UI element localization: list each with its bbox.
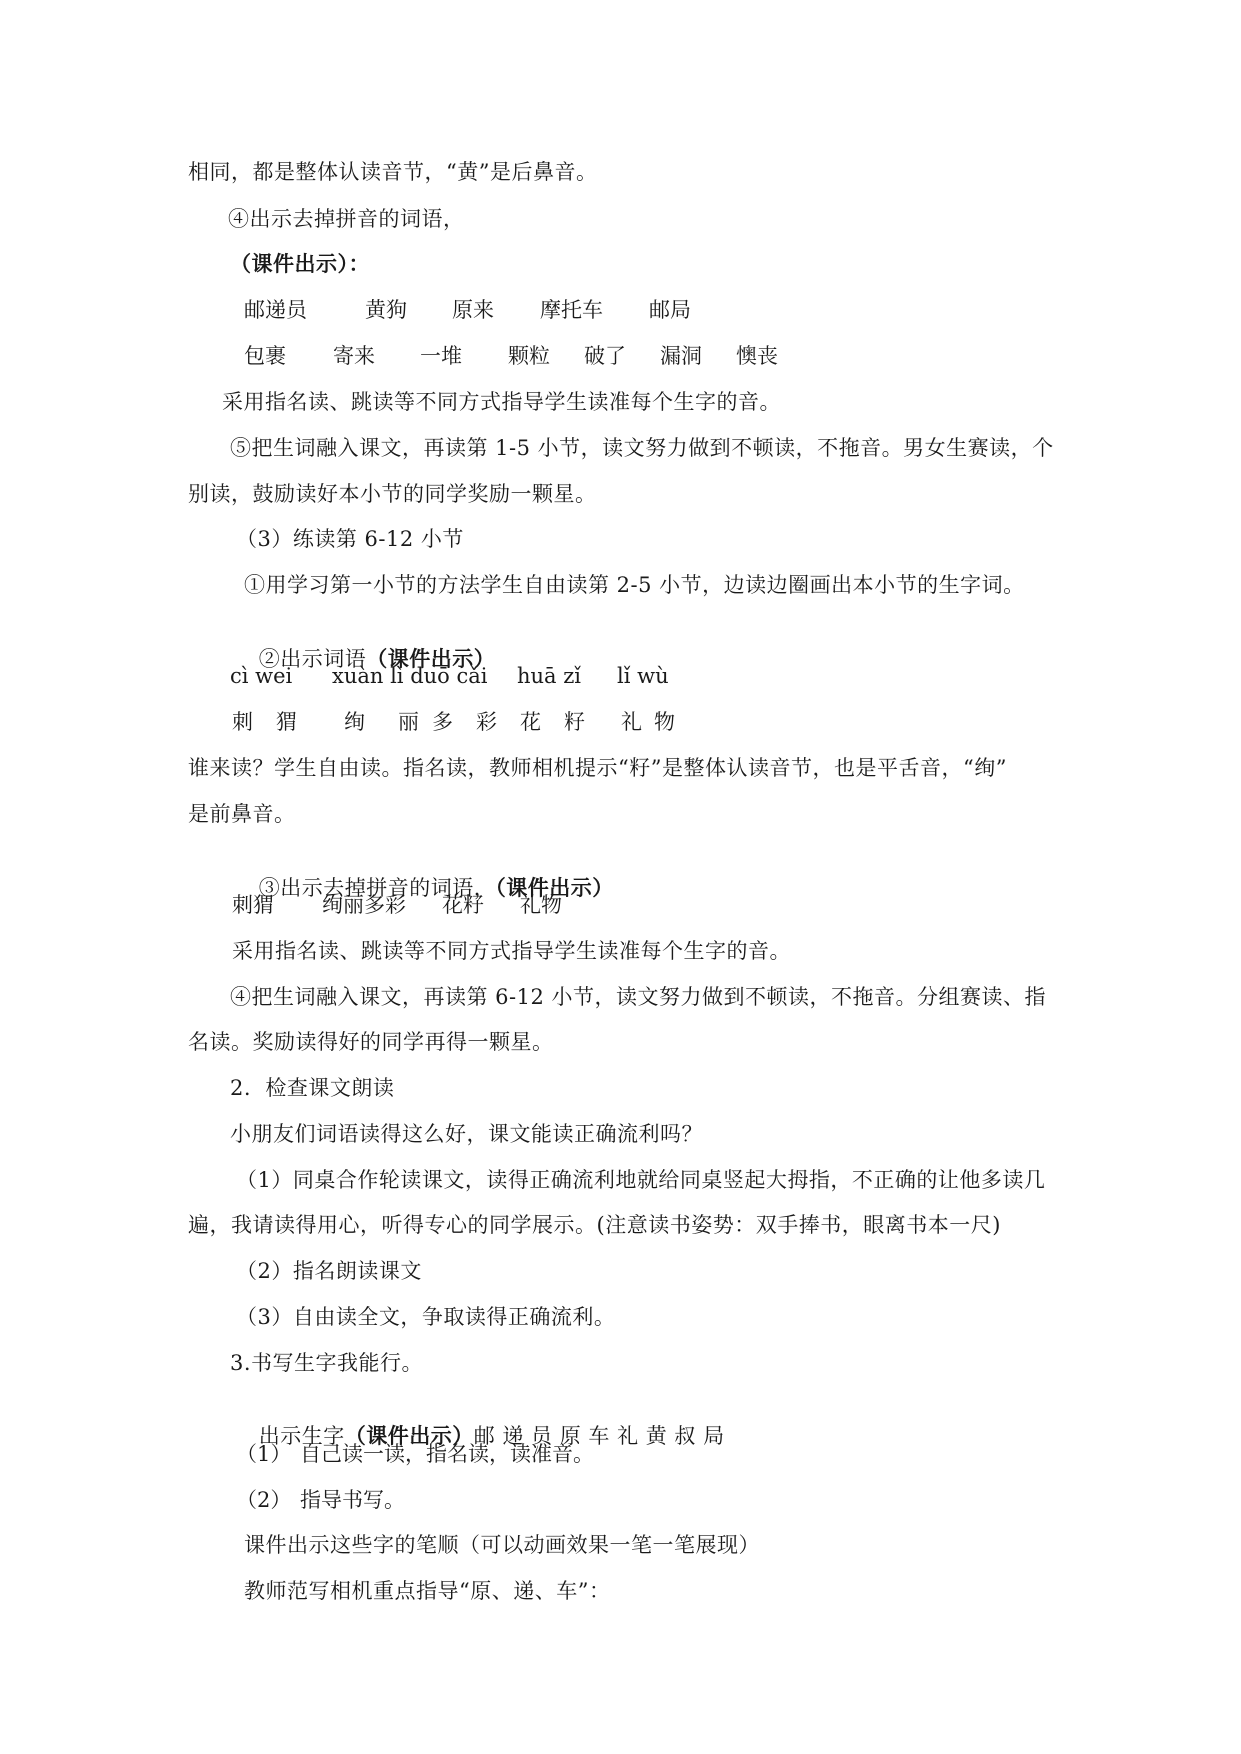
hanzi: 花 xyxy=(520,710,541,734)
word: 摩托车 xyxy=(540,298,603,322)
hanzi: 物 xyxy=(654,710,675,734)
paragraph-line: ⑤把生词融入课文，再读第 1-5 小节，读文努力做到不顿读，不拖音。男女生赛读，个 xyxy=(230,436,1054,460)
word: 漏洞 xyxy=(660,344,702,368)
section-heading: 3.书写生字我能行。 xyxy=(230,1351,424,1375)
list-text: 自己读一读，指名读，读准音。 xyxy=(300,1442,594,1466)
courseware-label: （课件出示） xyxy=(495,875,614,900)
word-row xyxy=(0,891,1241,919)
paragraph-line: ①用学习第一小节的方法学生自由读第 2-5 小节，边读边圈画出本小节的生字词。 xyxy=(244,573,1025,597)
hanzi: 刺 xyxy=(232,710,253,734)
pinyin: lǐ wù xyxy=(617,664,669,688)
courseware-label: （课件出示）： xyxy=(230,251,370,276)
list-number: （1） xyxy=(236,1442,292,1466)
paragraph-line: 谁来读？学生自由读。指名读，教师相机提示“籽”是整体认读音节，也是平舌音，“绚” xyxy=(188,756,1007,780)
word: 刺猬 xyxy=(232,893,274,917)
hanzi: 多 xyxy=(432,710,453,734)
paragraph-line: 教师范写相机重点指导“原、递、车”： xyxy=(244,1579,611,1603)
courseware-label: （课件出示） xyxy=(344,1423,474,1448)
paragraph-line: 遍，我请读得用心，听得专心的同学展示。(注意读书姿势：双手捧书，眼离书本一尺) xyxy=(188,1213,1001,1237)
hanzi: 丽 xyxy=(398,710,419,734)
list-item xyxy=(0,1486,1241,1514)
word-row xyxy=(0,296,1241,324)
paragraph-line: ④出示去掉拼音的词语， xyxy=(228,207,465,231)
word: 寄来 xyxy=(333,344,375,368)
pinyin-row xyxy=(0,662,1241,690)
list-item xyxy=(0,1440,1241,1468)
paragraph-line: （3）自由读全文，争取读得正确流利。 xyxy=(236,1305,616,1329)
paragraph-line: （1）同桌合作轮读课文，读得正确流利地就给同桌竖起大拇指，不正确的让他多读几 xyxy=(236,1168,1046,1192)
text-segment: ②出示词语 xyxy=(258,647,367,671)
word: 礼物 xyxy=(520,893,562,917)
word: 包裹 xyxy=(244,344,286,368)
hanzi: 猬 xyxy=(276,710,297,734)
paragraph-line: 别读，鼓励读好本小节的同学奖励一颗星。 xyxy=(188,482,597,506)
courseware-label: （课件出示） xyxy=(366,646,496,671)
hanzi: 绚 xyxy=(344,710,365,734)
hanzi: 籽 xyxy=(564,710,585,734)
paragraph-line: （2）指名朗读课文 xyxy=(236,1259,422,1283)
text-segment: 出示生字 xyxy=(258,1424,345,1448)
pinyin: xuàn lì duō cǎi xyxy=(332,664,488,688)
section-heading: （3）练读第 6-12 小节 xyxy=(236,527,464,551)
word: 花籽 xyxy=(442,893,484,917)
paragraph-line: ④把生词融入课文，再读第 6-12 小节，读文努力做到不顿读，不拖音。分组赛读、指 xyxy=(230,985,1047,1009)
word: 破了 xyxy=(584,344,626,368)
word: 绚丽多彩 xyxy=(322,893,406,917)
pinyin: cì wei xyxy=(230,664,293,688)
text-segment: ③出示去掉拼音的词语， xyxy=(258,876,496,900)
word: 邮递员 xyxy=(244,298,307,322)
list-text: 指导书写。 xyxy=(300,1488,405,1512)
word: 邮局 xyxy=(649,298,691,322)
hanzi: 礼 xyxy=(621,710,642,734)
pinyin: huā zǐ xyxy=(517,664,582,688)
word: 黄狗 xyxy=(365,298,407,322)
word: 原来 xyxy=(452,298,494,322)
word: 一堆 xyxy=(420,344,462,368)
word: 懊丧 xyxy=(736,344,778,368)
paragraph-line: 是前鼻音。 xyxy=(188,802,296,826)
word: 颗粒 xyxy=(508,344,550,368)
text-segment: 邮 递 员 原 车 礼 黄 叔 局 xyxy=(473,1424,725,1448)
paragraph-line: 小朋友们词语读得这么好，课文能读正确流利吗？ xyxy=(230,1122,703,1146)
paragraph-line: 名读。奖励读得好的同学再得一颗星。 xyxy=(188,1030,554,1054)
word-row xyxy=(0,342,1241,370)
paragraph-line: 采用指名读、跳读等不同方式指导学生读准每个生字的音。 xyxy=(222,390,781,414)
section-heading: 2. 检查课文朗读 xyxy=(230,1076,395,1100)
paragraph-line: 课件出示这些字的笔顺（可以动画效果一笔一笔展现） xyxy=(244,1533,760,1557)
hanzi-row xyxy=(0,708,1241,736)
paragraph-line: 采用指名读、跳读等不同方式指导学生读准每个生字的音。 xyxy=(232,939,791,963)
hanzi: 彩 xyxy=(476,710,497,734)
paragraph-line: 相同，都是整体认读音节，“黄”是后鼻音。 xyxy=(188,160,598,184)
list-number: （2） xyxy=(236,1488,292,1512)
